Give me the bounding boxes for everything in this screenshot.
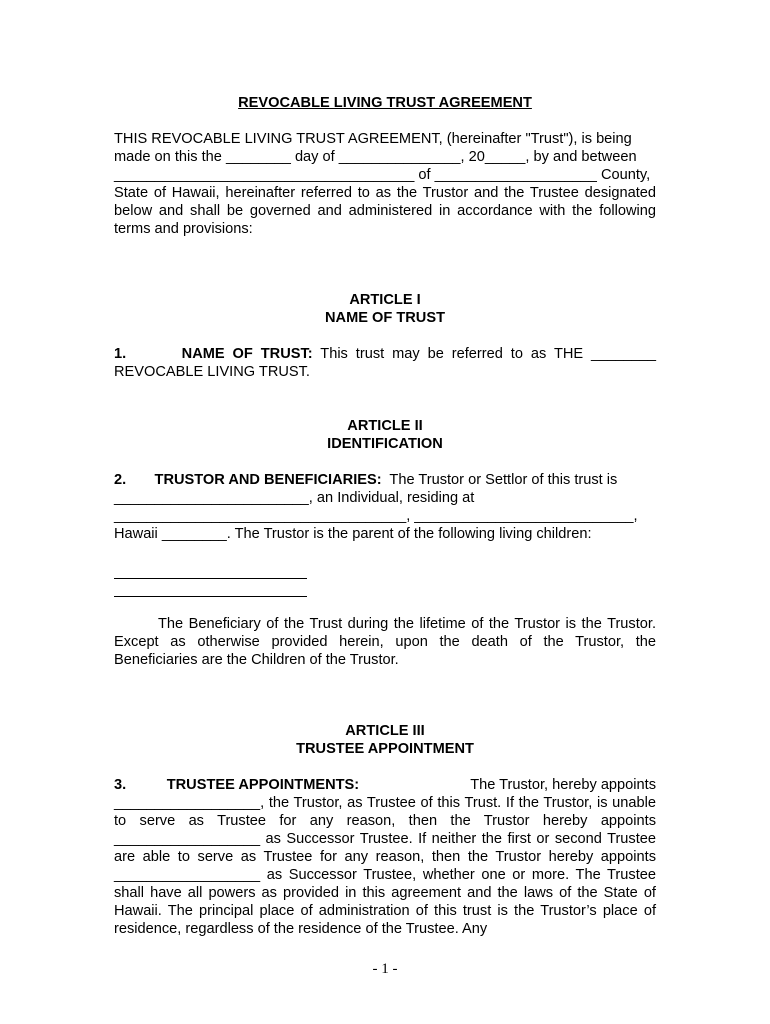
article-2-heading: ARTICLE II [347,418,423,434]
article-3-heading: ARTICLE III [345,723,425,739]
article-1-label: 1. NAME OF TRUST: [114,346,313,362]
intro-paragraph: State of Hawaii, hereinafter referred to as the Trustor and the Trustee designated below and shall be governed and administered in accordance with the following terms and provisions: [114,185,656,237]
child-name-blank-2 [114,579,307,597]
child-name-blank-1 [114,561,307,579]
article-3-paragraph: __________________, the Trustor, as Trustee of this Trust. If the Trustor, is unable to serve as Trustee for any reason, then the Trustor hereby appoints __________________ as Successor Trustee. If neither the first or second Trustee are able to serve as Trustee for any reason, then the Trustor hereby appoints __________________ as Successor Trustee, whether one or more. The Trustee shall have all powers as provided in this agreement and the laws of the State of Hawaii. The principal place of administration of this trust is the Trustor’s place of residence, regardless of the residence of the Trustee. Any [114,795,656,937]
article-3-subheading: TRUSTEE APPOINTMENT [296,741,474,757]
intro-line-3: _____________________________________ of ____________________ County, [114,167,651,183]
article-1-subheading: NAME OF TRUST [325,310,445,326]
intro-line-2: made on this the ________ day of _______________, 20_____, by and between [114,149,637,165]
beneficiary-paragraph: The Beneficiary of the Trust during the lifetime of the Trustor is the Trustor. Except as otherwise provided herein, upon the death of the Trustor, the Beneficiaries are the Children of the Trustor. [114,616,656,668]
article-2-label: 2. TRUSTOR AND BENEFICIARIES: [114,472,382,488]
document-body [114,94,656,938]
article-2-line-2: ________________________, an Individual, residing at [114,490,475,506]
article-2-subheading: IDENTIFICATION [327,436,443,452]
article-1-heading: ARTICLE I [349,292,421,308]
intro-line-1: THIS REVOCABLE LIVING TRUST AGREEMENT, (hereinafter "Trust"), is being [114,131,632,147]
article-3-label: 3. TRUSTEE APPOINTMENTS: [114,777,360,793]
article-3-line-1-text: The Trustor, hereby appoints [470,777,656,793]
document-title: REVOCABLE LIVING TRUST AGREEMENT [238,95,532,111]
article-1-paragraph [114,345,656,381]
page-number: - 1 - [372,961,398,977]
article-2-line-1 [114,471,656,489]
article-3-line-1 [114,776,656,794]
article-2-line-3: ____________________________________, ___________________________, [114,508,638,524]
article-2-line-1-text: The Trustor or Settlor of this trust is [381,472,618,488]
article-2-line-4: Hawaii ________. The Trustor is the parent of the following living children: [114,526,592,542]
article-1-text: This trust may be referred to as THE ________ REVOCABLE LIVING TRUST. [114,346,656,380]
